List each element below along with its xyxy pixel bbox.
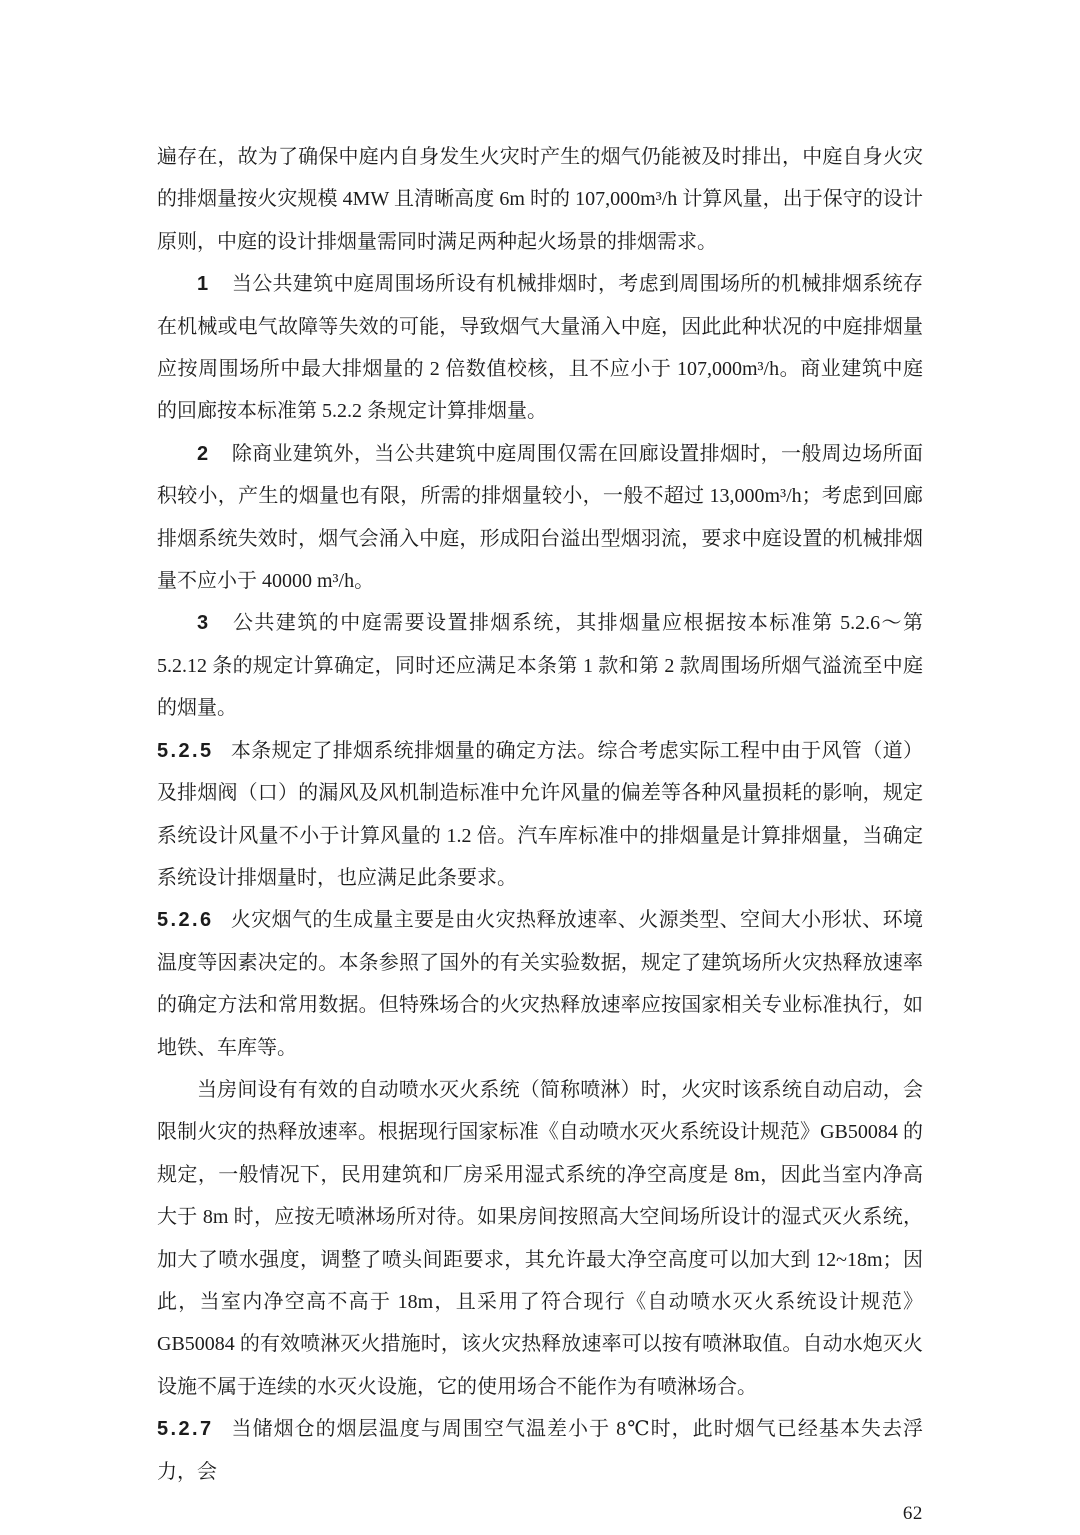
paragraph-continuation [157, 136, 923, 263]
clause-text: 除商业建筑外，当公共建筑中庭周围仅需在回廊设置排烟时，一般周边场所面积较小，产生的烟量也有限，所需的排烟量较小，一般不超过 13,000m³/h；考虑到回廊排烟系统失效时，烟气会涌入中庭，形成阳台溢出型烟羽流，要求中庭设置的机械排烟量不应小于 40000 m³/h。 [157, 442, 923, 593]
section-5-2-7 [157, 1408, 923, 1493]
paragraph-sprinkler-note [157, 1069, 923, 1408]
section-text: 火灾烟气的生成量主要是由火灾热释放速率、火源类型、空间大小形状、环境温度等因素决定的。本条参照了国外的有关实验数据，规定了建筑场所火灾热释放速率的确定方法和常用数据。但特殊场合的火灾热释放速率应按国家相关专业标准执行，如地铁、车库等。 [157, 909, 923, 1059]
section-5-2-6 [157, 899, 923, 1069]
clause-text: 公共建筑的中庭需要设置排烟系统，其排烟量应根据按本标准第 5.2.6～第 5.2.12 条的规定计算确定，同时还应满足本条第 1 款和第 2 款周围场所烟气溢流至中庭的烟量。 [157, 612, 923, 720]
clause-item-1 [157, 263, 923, 433]
section-5-2-5 [157, 730, 923, 900]
section-text: 本条规定了排烟系统排烟量的确定方法。综合考虑实际工程中由于风管（道）及排烟阀（口）的漏风及风机制造标准中允许风量的偏差等各种风量损耗的影响，规定系统设计风量不小于计算风量的 1.2 倍。汽车库标准中的排烟量是计算排烟量，当确定系统设计排烟量时，也应满足此条要求。 [157, 739, 923, 889]
section-number: 5.2.6 [157, 909, 214, 932]
paragraph-text: 遍存在，故为了确保中庭内自身发生火灾时产生的烟气仍能被及时排出，中庭自身火灾的排烟量按火灾规模 4MW 且清晰高度 6m 时的 107,000m³/h 计算风量，出于保守的设计原则，中庭的设计排烟量需同时满足两种起火场景的排烟需求。 [157, 146, 923, 253]
clause-number: 2 [197, 442, 211, 465]
section-text: 当储烟仓的烟层温度与周围空气温差小于 8℃时，此时烟气已经基本失去浮力，会 [157, 1418, 923, 1483]
section-number: 5.2.5 [157, 739, 214, 762]
clause-text: 当公共建筑中庭周围场所设有机械排烟时，考虑到周围场所的机械排烟系统存在机械或电气故障等失效的可能，导致烟气大量涌入中庭，因此此种状况的中庭排烟量应按周围场所中最大排烟量的 2 倍数值校核，且不应小于 107,000m³/h。商业建筑中庭的回廊按本标准第 5.2.2 条规定计算排烟量。 [157, 273, 923, 423]
clause-item-3 [157, 602, 923, 729]
page-number: 62 [902, 1503, 923, 1524]
clause-item-2 [157, 433, 923, 603]
clause-number: 3 [197, 612, 211, 635]
paragraph-text: 当房间设有有效的自动喷水灭火系统（简称喷淋）时，火灾时该系统自动启动，会限制火灾的热释放速率。根据现行国家标准《自动喷水灭火系统设计规范》GB50084 的规定，一般情况下，民用建筑和厂房采用湿式系统的净空高度是 8m，因此当室内净高大于 8m 时，应按无喷淋场所对待。如果房间按照高大空间场所设计的湿式灭火系统，加大了喷水强度，调整了喷头间距要求，其允许最大净空高度可以加大到 12~18m；因此，当室内净空高不高于 18m，且采用了符合现行《自动喷水灭火系统设计规范》GB50084 的有效喷淋灭火措施时，该火灾热释放速率可以按有喷淋取值。自动水炮灭火设施不属于连续的水灭火设施，它的使用场合不能作为有喷淋场合。 [157, 1078, 923, 1398]
clause-number: 1 [197, 273, 211, 296]
section-number: 5.2.7 [157, 1418, 214, 1441]
